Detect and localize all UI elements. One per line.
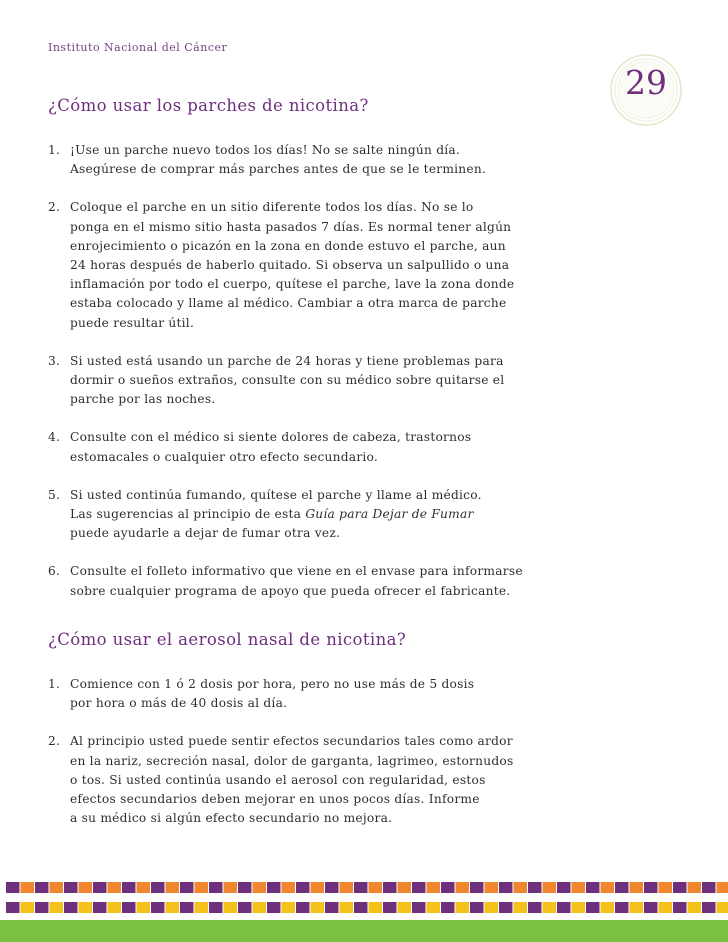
stripe-tile [64, 902, 78, 913]
stripe-tile [369, 882, 383, 893]
stripe-tile [644, 902, 658, 913]
stripe-tile [224, 882, 238, 893]
stripe-tile [137, 882, 151, 893]
stripe-tile [209, 882, 223, 893]
stripe-tile [528, 902, 542, 913]
stripe-tile [717, 882, 728, 893]
footer-checker-row-top [6, 882, 728, 893]
item-line: Si usted está usando un parche de 24 horas y tiene problemas para [70, 353, 504, 368]
stripe-tile [296, 902, 310, 913]
stripe-tile [369, 902, 383, 913]
stripe-tile [543, 882, 557, 893]
stripe-tile [137, 902, 151, 913]
stripe-tile [209, 902, 223, 913]
stripe-tile [398, 902, 412, 913]
stripe-tile [180, 882, 194, 893]
item-line: Al principio usted puede sentir efectos secundarios tales como ardor [70, 734, 513, 749]
stripe-tile [151, 902, 165, 913]
stripe-tile [688, 902, 702, 913]
stripe-tile [688, 882, 702, 893]
stripe-tile [340, 882, 354, 893]
stripe-tile [122, 882, 136, 893]
footer-green-band [0, 920, 728, 942]
stripe-tile [630, 882, 644, 893]
page-number: 29 [625, 63, 667, 102]
list-item [48, 562, 523, 600]
stripe-tile [586, 902, 600, 913]
stripe-tile [122, 902, 136, 913]
stripe-tile [485, 902, 499, 913]
patches-instructions-list [48, 141, 523, 620]
stripe-tile [151, 882, 165, 893]
stripe-tile [644, 882, 658, 893]
stripe-tile [311, 882, 325, 893]
item-line: ¡Use un parche nuevo todos los días! No se salte ningún día. [70, 143, 461, 157]
stripe-tile [325, 902, 339, 913]
stripe-tile [514, 882, 528, 893]
stripe-tile [21, 882, 35, 893]
stripe-tile [543, 902, 557, 913]
header-organization: Instituto Nacional del Cáncer [48, 41, 228, 54]
stripe-tile [412, 902, 426, 913]
stripe-tile [630, 902, 644, 913]
item-number: 1. [48, 677, 61, 691]
item-line: a su médico si algún efecto secundario no mejora. [70, 811, 393, 826]
item-line: puede resultar útil. [70, 315, 195, 330]
stripe-tile [267, 902, 281, 913]
item-line: puede ayudarle a dejar de fumar otra vez. [70, 526, 341, 541]
stripe-tile [108, 882, 122, 893]
item-line: Comience con 1 ó 2 dosis por hora, pero no use más de 5 dosis [70, 677, 475, 691]
item-line: Consulte el folleto informativo que viene en el envase para informarse [70, 564, 523, 579]
stripe-tile [93, 902, 107, 913]
list-item [48, 141, 487, 179]
stripe-tile [499, 902, 513, 913]
stripe-tile [601, 882, 615, 893]
stripe-tile [311, 902, 325, 913]
item-line: parche por las noches. [70, 392, 216, 407]
item-number: 3. [48, 353, 61, 368]
stripe-tile [441, 882, 455, 893]
stripe-tile [6, 902, 20, 913]
stripe-tile [456, 882, 470, 893]
stripe-tile [253, 902, 267, 913]
item-line [70, 505, 474, 524]
stripe-tile [253, 882, 267, 893]
stripe-tile [427, 902, 441, 913]
stripe-tile [35, 882, 49, 893]
stripe-tile [340, 902, 354, 913]
list-item [48, 352, 505, 410]
stripe-tile [224, 902, 238, 913]
stripe-tile [615, 882, 629, 893]
item-number: 1. [48, 143, 61, 157]
item-line: o tos. Si usted continúa usando el aerosol con regularidad, estos [70, 772, 486, 787]
stripe-tile [354, 882, 368, 893]
list-item [48, 732, 514, 828]
list-item [48, 198, 515, 332]
item-line: inflamación por todo el cuerpo, quítese el parche, lave la zona donde [70, 277, 515, 292]
item-line: sobre cualquier programa de apoyo que pueda ofrecer el fabricante. [70, 583, 511, 598]
item-number: 6. [48, 564, 61, 579]
item-text: Las sugerencias al principio de esta [70, 507, 306, 522]
list-item [48, 428, 472, 466]
decorative-footer-stripe [0, 879, 728, 942]
stripe-tile [79, 882, 93, 893]
stripe-tile [673, 882, 687, 893]
stripe-tile [267, 882, 281, 893]
guide-title: Guía para Dejar de Fumar [305, 507, 474, 522]
stripe-tile [50, 882, 64, 893]
stripe-tile [180, 902, 194, 913]
stripe-tile [296, 882, 310, 893]
stripe-tile [412, 882, 426, 893]
section-title-patches: ¿Cómo usar los parches de nicotina? [48, 96, 369, 115]
stripe-tile [21, 902, 35, 913]
stripe-tile [383, 902, 397, 913]
stripe-tile [470, 882, 484, 893]
list-item [48, 486, 482, 544]
stripe-tile [557, 882, 571, 893]
section-title-nasal-spray: ¿Cómo usar el aerosol nasal de nicotina? [48, 630, 407, 649]
item-number: 5. [48, 487, 61, 502]
item-line: por hora o más de 40 dosis al día. [70, 696, 288, 711]
stripe-tile [717, 902, 728, 913]
stripe-tile [166, 882, 180, 893]
stripe-tile [50, 902, 64, 913]
stripe-tile [557, 902, 571, 913]
stripe-tile [470, 902, 484, 913]
stripe-tile [195, 902, 209, 913]
stripe-tile [166, 902, 180, 913]
stripe-tile [282, 902, 296, 913]
item-number: 2. [48, 734, 61, 749]
stripe-tile [64, 882, 78, 893]
item-line: enrojecimiento o picazón en la zona en donde estuvo el parche, aun [70, 238, 506, 253]
stripe-tile [601, 902, 615, 913]
item-line: dormir o sueños extraños, consulte con su médico sobre quitarse el [70, 373, 505, 388]
stripe-tile [195, 882, 209, 893]
page-number-badge [609, 53, 683, 127]
item-number: 2. [48, 200, 61, 215]
stripe-tile [528, 882, 542, 893]
stripe-tile [659, 882, 673, 893]
stripe-tile [383, 882, 397, 893]
item-line: Si usted continúa fumando, quítese el parche y llame al médico. [70, 487, 482, 502]
stripe-tile [514, 902, 528, 913]
item-line: Consulte con el médico si siente dolores de cabeza, trastornos [70, 430, 472, 445]
nasal-spray-instructions-list [48, 675, 514, 847]
item-line: efectos secundarios deben mejorar en unos pocos días. Informe [70, 792, 480, 807]
stripe-tile [35, 902, 49, 913]
item-line: en la nariz, secreción nasal, dolor de garganta, lagrimeo, estornudos [70, 753, 514, 768]
stripe-tile [659, 902, 673, 913]
stripe-tile [79, 902, 93, 913]
stripe-tile [485, 882, 499, 893]
stripe-tile [398, 882, 412, 893]
stripe-tile [572, 902, 586, 913]
stripe-tile [572, 882, 586, 893]
stripe-tile [6, 882, 20, 893]
footer-checker-row-bottom [6, 902, 728, 913]
item-line: ponga en el mismo sitio hasta pasados 7 días. Es normal tener algún [70, 219, 512, 234]
stripe-tile [586, 882, 600, 893]
item-line: estaba colocado y llame al médico. Cambiar a otra marca de parche [70, 296, 507, 311]
stripe-tile [325, 882, 339, 893]
stripe-tile [702, 902, 716, 913]
stripe-tile [499, 882, 513, 893]
stripe-tile [238, 902, 252, 913]
item-line: 24 horas después de haberlo quitado. Si observa un salpullido o una [70, 258, 510, 273]
stripe-tile [456, 902, 470, 913]
stripe-tile [93, 882, 107, 893]
item-line: estomacales o cualquier otro efecto secundario. [70, 449, 379, 464]
stripe-tile [427, 882, 441, 893]
item-number: 4. [48, 430, 61, 445]
stripe-tile [673, 902, 687, 913]
stripe-tile [441, 902, 455, 913]
item-line: Coloque el parche en un sitio diferente todos los días. No se lo [70, 200, 474, 215]
list-item [48, 675, 475, 713]
stripe-tile [282, 882, 296, 893]
stripe-tile [238, 882, 252, 893]
stripe-tile [615, 902, 629, 913]
stripe-tile [108, 902, 122, 913]
item-line: Asegúrese de comprar más parches antes de que se le terminen. [70, 162, 487, 177]
stripe-tile [354, 902, 368, 913]
stripe-tile [702, 882, 716, 893]
